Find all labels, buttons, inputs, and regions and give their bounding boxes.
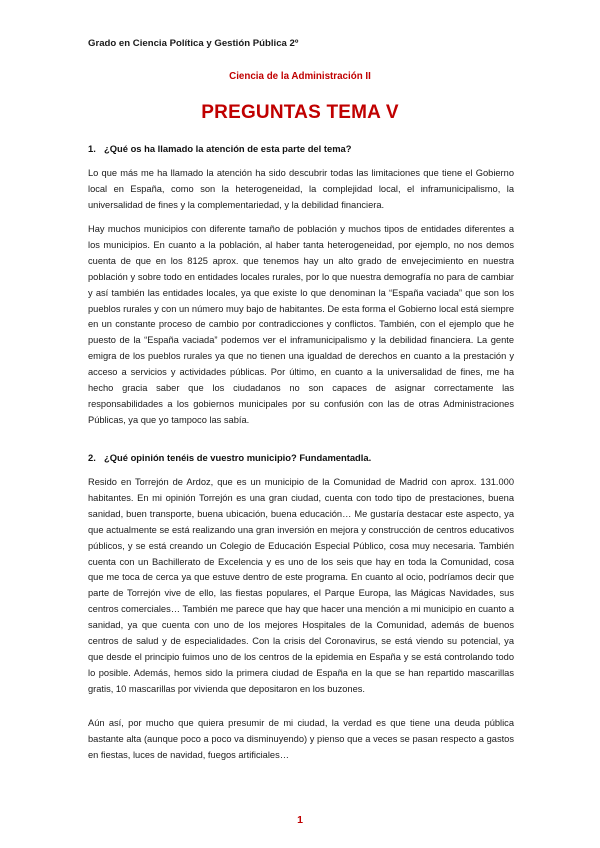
answer-2-paragraph-2: Aún así, por mucho que quiera presumir de mi ciudad, la verdad es que tiene una deuda pública bastante alta (aunque poco a poco va disminuyendo) y pienso que a veces se pasan respecto a gastos en fiestas, luces de navidad, fuegos artificiales…	[88, 718, 514, 760]
question-2-number: 2.	[88, 452, 96, 463]
question-2	[88, 452, 371, 463]
page-number: 1	[297, 814, 303, 826]
question-2-text: ¿Qué opinión tenéis de vuestro municipio? Fundamentadla.	[104, 452, 372, 463]
answer-2-paragraph-1: Resido en Torrejón de Ardoz, que es un municipio de la Comunidad de Madrid con aprox. 131.000 habitantes. En mi opinión Torrejón es una gran ciudad, cuenta con todo tipo de prestaciones, buena sanidad, buen transporte, buena ubicación, buena educación… Me gustaría destacar este aspecto, ya que actualmente se está realizando una gran inversión en mejora y construcción de centros educativos públicos, y se está creando un Colegio de Educación Especial Público, cosa muy necesaria. También cuenta con un Bachillerato de Excelencia y es uno de los seis que hay en toda la Comunidad, cosa que me toca de cerca ya que estuve dentro de este programa. En cuanto al ocio, podríamos decir que parte de Torrejón vive de ello, las fiestas populares, el Parque Europa, las Mágicas Navidades, sus centros comerciales… También me parece que hay que hacer una mención a mi municipio en cuanto a sanidad, ya que cuenta con uno de los mejores Hospitales de la Comunidad, además de buenos centros de salud y de especialidades. Con la crisis del Coronavirus, se está viendo su potencial, ya que desde el principio fuimos uno de los centros de la epidemia en España y se está controlando todo lo posible. Además, hemos sido la primera ciudad de España en la que se han repartido mascarillas gratis, 10 mascarillas por vivienda que depositaron en los buzones.	[88, 477, 514, 694]
answer-1-paragraph-2: Hay muchos municipios con diferente tamaño de población y muchos tipos de entidades diferentes a los municipios. En cuanto a la población, al haber tanta heterogeneidad, por ejemplo, no nos demos cuenta de que en los 8125 aprox. que tenemos hay un alto grado de envejecimiento en nuestra población y sobre todo en entidades locales rurales, por lo que nuestra demografía no para de cambiar y así también las entidades locales, ya que existe lo que denominan la “España vaciada” que son los pueblos rurales y con un número muy bajo de habitantes. De esta forma el Gobierno local está siempre en un constante proceso de cambio por contradicciones y conflictos. También, con el ejemplo que he puesto de la “España vaciada” podemos ver el inframunicipalismo y la debilidad financiera. La gente emigra de los pueblos rurales ya que no tienen una igualdad de derechos en cuanto a la prestación y acceso a servicios y actividades públicas. Por último, en cuanto a la universalidad de fines, me ha hecho gracia saber que los ciudadanos no son capaces de asignar correctamente las responsabilidades a los gobiernos municipales por su confusión con las de otras Administraciones Públicas, ya que yo tampoco las sabía.	[88, 224, 514, 425]
answer-1-paragraph-1: Lo que más me ha llamado la atención ha sido descubrir todas las limitaciones que tiene el Gobierno local en España, como son la heterogeneidad, la complejidad local, el inframunicipalismo, la universalidad de fines y la complementariedad, y la debilidad financiera.	[88, 168, 514, 210]
question-1-text: ¿Qué os ha llamado la atención de esta parte del tema?	[104, 143, 352, 154]
subject-title: Ciencia de la Administración II	[229, 71, 371, 82]
question-1-number: 1.	[88, 143, 96, 154]
question-1	[88, 143, 351, 154]
page-title: PREGUNTAS TEMA V	[201, 102, 399, 123]
document-header: Grado en Ciencia Política y Gestión Pública 2º	[88, 38, 299, 49]
